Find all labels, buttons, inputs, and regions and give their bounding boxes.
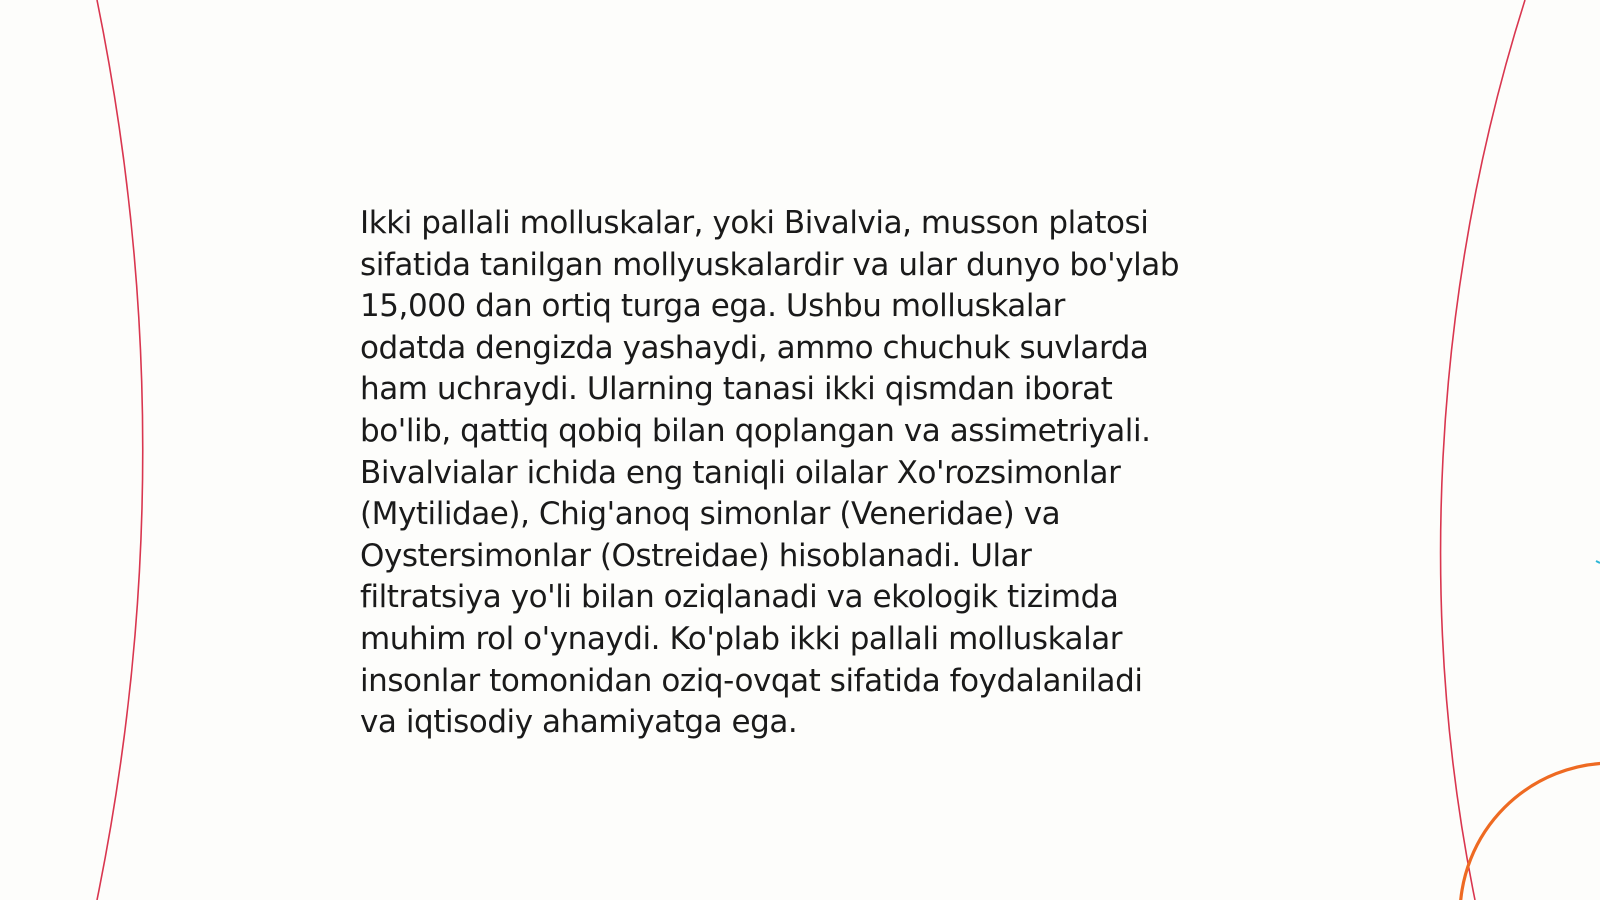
- paragraph-line: odatda dengizda yashaydi, ammo chuchuk suvlarda: [360, 329, 1149, 366]
- paragraph-line: Oystersimonlar (Ostreidae) hisoblanadi. Ular: [360, 537, 1032, 574]
- paragraph-line: va iqtisodiy ahamiyatga ega.: [360, 704, 798, 741]
- cyan-edge-tick: [1596, 561, 1600, 563]
- paragraph-line: 15,000 dan ortiq turga ega. Ushbu molluskalar: [360, 288, 1065, 325]
- paragraph-line: (Mytilidae), Chig'anoq simonlar (Veneridae) va: [360, 496, 1061, 533]
- paragraph-line: sifatida tanilgan mollyuskalardir va ular dunyo bo'ylab: [360, 246, 1180, 283]
- orange-circle-accent: [1460, 763, 1600, 900]
- left-curve-line: [97, 0, 143, 900]
- paragraph-line: Bivalvialar ichida eng taniqli oilalar Xo'rozsimonlar: [360, 454, 1121, 491]
- right-curve-line: [1441, 0, 1525, 900]
- paragraph-line: filtratsiya yo'li bilan oziqlanadi va ekologik tizimda: [360, 579, 1119, 616]
- paragraph-line: bo'lib, qattiq qobiq bilan qoplangan va assimetriyali.: [360, 412, 1151, 449]
- body-paragraph: [360, 203, 1260, 744]
- paragraph-line: insonlar tomonidan oziq-ovqat sifatida foydalaniladi: [360, 662, 1143, 699]
- paragraph-line: muhim rol o'ynaydi. Ko'plab ikki pallali molluskalar: [360, 620, 1123, 657]
- paragraph-line: ham uchraydi. Ularning tanasi ikki qismdan iborat: [360, 371, 1113, 408]
- paragraph-line: Ikki pallali molluskalar, yoki Bivalvia, musson platosi: [360, 205, 1149, 241]
